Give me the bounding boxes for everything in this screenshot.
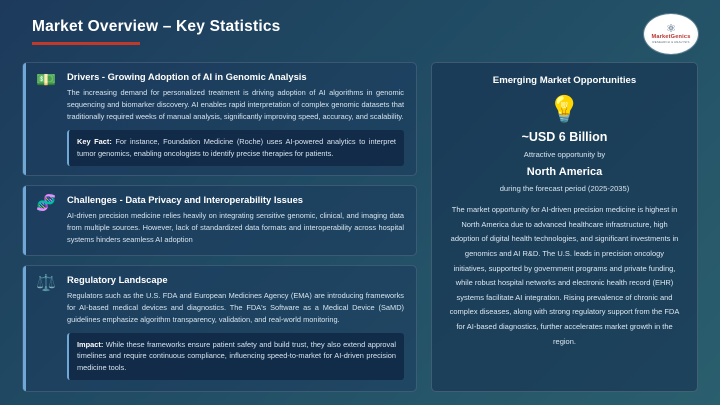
card-challenges-body: AI-driven precision medicine relies heavily on integrating sensitive genomic, clinical, and imaging data from multiple sources. However, lack of standardized data formats and interoperability across hospital systems hinders seamless AI adoption <box>67 210 404 244</box>
card-regulatory-note <box>67 333 404 381</box>
card-regulatory <box>22 265 417 392</box>
card-challenges <box>22 185 417 256</box>
left-column <box>22 62 417 392</box>
logo-tagline: RESEARCH & ANALYSIS <box>652 39 690 44</box>
slide-body <box>22 62 698 392</box>
page-title: Market Overview – Key Statistics <box>32 18 281 35</box>
molecule-icon: ⚛ <box>666 22 676 35</box>
card-drivers-note-label: Key Fact: <box>77 136 112 146</box>
right-column <box>431 62 698 392</box>
brand-logo <box>644 14 698 54</box>
panel-value: ~USD 6 Billion <box>521 130 608 144</box>
logo-name: MarketGenics <box>651 33 691 40</box>
slide-header <box>22 18 698 62</box>
card-drivers-body: The increasing demand for personalized treatment is driving adoption of AI algorithms in genomic sequencing and biomarker discovery. AI enables rapid interpretation of complex genomic datasets that traditionally required weeks of manual analysis, significantly improving speed, accuracy, and scalability. <box>67 88 404 121</box>
scales-icon: ⚖️ <box>36 274 56 292</box>
panel-region: North America <box>526 166 603 178</box>
panel-heading: Emerging Market Opportunities <box>492 75 637 86</box>
panel-value-caption: Attractive opportunity by <box>523 150 606 159</box>
lightbulb-icon: 💡 <box>548 94 581 124</box>
panel-period: during the forecast period (2025-2035) <box>499 184 630 193</box>
card-regulatory-body: Regulators such as the U.S. FDA and European Medicines Agency (EMA) are introducing frameworks for AI-based medical devices and diagnostics. The FDA's Software as a Medical Device (SaMD) guidelines emphasize algorithm transparency, validation, and real-world monitoring. <box>67 290 404 324</box>
card-regulatory-note-body: While these frameworks ensure patient safety and build trust, they also extend approval timelines and require continuous compliance, influencing speed-to-market for AI-driven precision medicine tools. <box>77 339 396 373</box>
card-challenges-heading: Challenges - Data Privacy and Interoperability Issues <box>67 193 304 205</box>
title-underline <box>32 42 140 45</box>
card-drivers-note-body: For instance, Foundation Medicine (Roche) uses AI-powered analytics to interpret tumor genomics, enabling oncologists to identify precise therapies for patients. <box>77 136 396 158</box>
money-icon: 💵 <box>36 72 56 89</box>
card-drivers-note <box>67 130 404 166</box>
panel-description: The market opportunity for AI-driven precision medicine is highest in North America due to advanced healthcare infrastructure, high adoption of digital health technologies, and significant investments in genomics and AI R&D. The U.S. leads in precision oncology initiatives, supported by government programs and private funding, while robust hospital networks and electronic health record (EHR) systems facilitate AI integration. Rising prevalence of chronic and complex diseases, along with strong regulatory support from the FDA for AI-based diagnostics, further accelerates market growth in the region. <box>449 205 680 346</box>
card-drivers-heading: Drivers - Growing Adoption of AI in Genomic Analysis <box>67 71 307 82</box>
card-regulatory-heading: Regulatory Landscape <box>67 273 168 285</box>
card-drivers <box>22 62 417 176</box>
card-regulatory-note-label: Impact: <box>77 339 104 349</box>
broken-link-icon: 🧬 <box>36 194 56 212</box>
opportunities-panel <box>431 62 698 392</box>
